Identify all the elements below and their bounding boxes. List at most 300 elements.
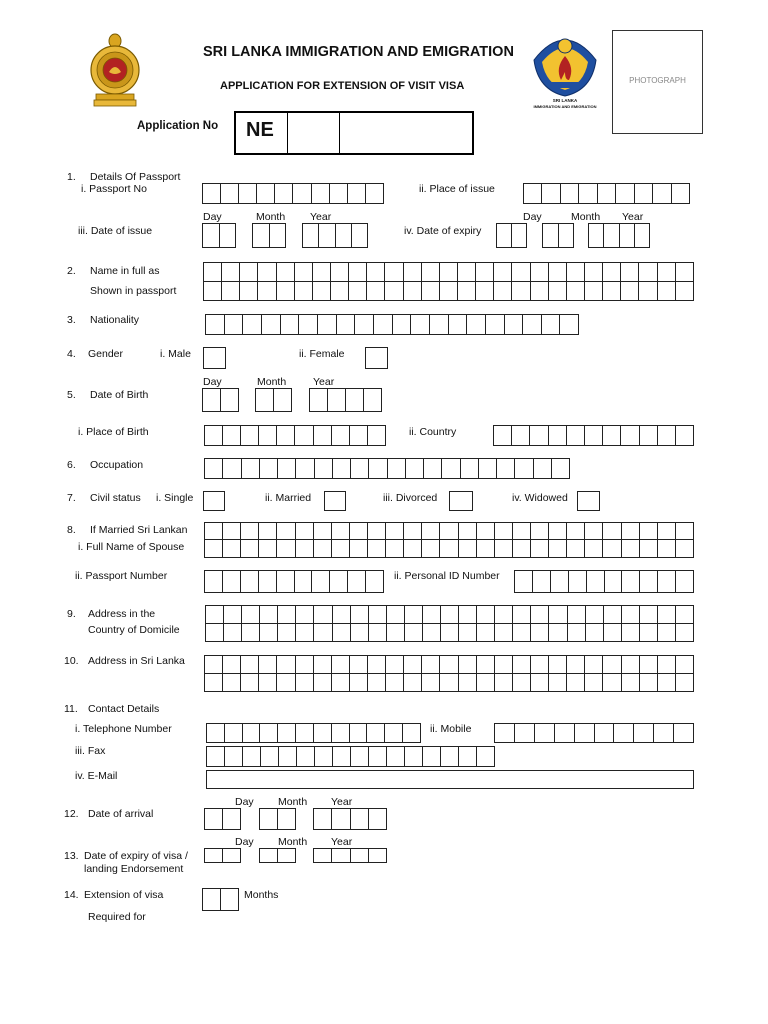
issue-month-field[interactable] bbox=[252, 223, 286, 248]
char-cell[interactable] bbox=[585, 263, 603, 281]
arrival-year-field[interactable] bbox=[313, 808, 387, 830]
char-cell[interactable] bbox=[299, 315, 318, 334]
char-cell[interactable] bbox=[422, 674, 440, 692]
char-cell[interactable] bbox=[585, 656, 603, 673]
char-cell[interactable] bbox=[575, 724, 595, 742]
application-no-cell-2[interactable] bbox=[288, 113, 340, 153]
char-cell[interactable] bbox=[204, 282, 222, 301]
char-cell[interactable] bbox=[260, 849, 278, 862]
char-cell[interactable] bbox=[314, 624, 332, 642]
char-cell[interactable] bbox=[622, 674, 640, 692]
char-cell[interactable] bbox=[674, 724, 693, 742]
char-cell[interactable] bbox=[622, 606, 640, 623]
char-cell[interactable] bbox=[349, 263, 367, 281]
char-cell[interactable] bbox=[350, 724, 368, 742]
char-cell[interactable] bbox=[224, 606, 242, 623]
char-cell[interactable] bbox=[467, 315, 486, 334]
telephone-field[interactable] bbox=[206, 723, 421, 743]
char-cell[interactable] bbox=[296, 724, 314, 742]
visa-expiry-year-field[interactable] bbox=[313, 848, 387, 863]
char-cell[interactable] bbox=[367, 263, 385, 281]
char-cell[interactable] bbox=[387, 606, 405, 623]
char-cell[interactable] bbox=[440, 282, 458, 301]
char-cell[interactable] bbox=[223, 674, 241, 692]
char-cell[interactable] bbox=[441, 606, 459, 623]
char-cell[interactable] bbox=[350, 674, 368, 692]
char-cell[interactable] bbox=[223, 849, 240, 862]
char-cell[interactable] bbox=[616, 184, 634, 203]
char-cell[interactable] bbox=[676, 426, 693, 445]
char-cell[interactable] bbox=[422, 263, 440, 281]
char-cell[interactable] bbox=[203, 224, 220, 247]
char-cell[interactable] bbox=[295, 571, 313, 592]
dob-year-field[interactable] bbox=[309, 388, 382, 412]
char-cell[interactable] bbox=[368, 523, 386, 539]
char-cell[interactable] bbox=[277, 540, 295, 557]
char-cell[interactable] bbox=[605, 571, 623, 592]
full-name-field[interactable] bbox=[203, 262, 694, 301]
char-cell[interactable] bbox=[350, 426, 368, 445]
char-cell[interactable] bbox=[459, 656, 477, 673]
char-cell[interactable] bbox=[459, 747, 477, 766]
single-checkbox[interactable] bbox=[203, 491, 225, 511]
char-cell[interactable] bbox=[585, 426, 603, 445]
char-cell[interactable] bbox=[223, 656, 241, 673]
char-cell[interactable] bbox=[337, 315, 356, 334]
char-cell[interactable] bbox=[314, 656, 332, 673]
char-cell[interactable] bbox=[369, 809, 386, 829]
char-cell[interactable] bbox=[513, 624, 531, 642]
char-cell[interactable] bbox=[205, 674, 223, 692]
char-cell[interactable] bbox=[257, 184, 275, 203]
char-cell[interactable] bbox=[386, 656, 404, 673]
female-checkbox[interactable] bbox=[365, 347, 388, 369]
char-cell[interactable] bbox=[555, 724, 575, 742]
char-cell[interactable] bbox=[333, 747, 351, 766]
char-cell[interactable] bbox=[495, 674, 513, 692]
email-field[interactable] bbox=[206, 770, 694, 789]
mobile-field[interactable] bbox=[494, 723, 694, 743]
char-cell[interactable] bbox=[350, 523, 368, 539]
char-cell[interactable] bbox=[515, 571, 533, 592]
char-cell[interactable] bbox=[404, 540, 422, 557]
char-cell[interactable] bbox=[351, 849, 369, 862]
char-cell[interactable] bbox=[567, 263, 585, 281]
char-cell[interactable] bbox=[512, 426, 530, 445]
char-cell[interactable] bbox=[531, 540, 549, 557]
char-cell[interactable] bbox=[314, 674, 332, 692]
char-cell[interactable] bbox=[241, 656, 259, 673]
char-cell[interactable] bbox=[207, 747, 225, 766]
char-cell[interactable] bbox=[622, 624, 640, 642]
birth-country-field[interactable] bbox=[493, 425, 694, 446]
char-cell[interactable] bbox=[411, 315, 430, 334]
char-cell[interactable] bbox=[531, 263, 549, 281]
char-cell[interactable] bbox=[349, 282, 367, 301]
char-cell[interactable] bbox=[351, 809, 369, 829]
spouse-passport-field[interactable] bbox=[204, 570, 384, 593]
char-cell[interactable] bbox=[676, 674, 693, 692]
char-cell[interactable] bbox=[495, 523, 513, 539]
char-cell[interactable] bbox=[531, 606, 549, 623]
char-cell[interactable] bbox=[278, 624, 296, 642]
char-cell[interactable] bbox=[314, 849, 332, 862]
application-no-cell-3[interactable] bbox=[340, 113, 472, 153]
char-cell[interactable] bbox=[486, 315, 505, 334]
char-cell[interactable] bbox=[352, 224, 367, 247]
char-cell[interactable] bbox=[658, 606, 676, 623]
char-cell[interactable] bbox=[440, 523, 458, 539]
char-cell[interactable] bbox=[495, 540, 513, 557]
char-cell[interactable] bbox=[423, 606, 441, 623]
char-cell[interactable] bbox=[242, 606, 260, 623]
married-checkbox[interactable] bbox=[324, 491, 346, 511]
char-cell[interactable] bbox=[477, 606, 495, 623]
sri-lanka-address-field[interactable] bbox=[204, 655, 694, 692]
char-cell[interactable] bbox=[549, 540, 567, 557]
char-cell[interactable] bbox=[598, 184, 616, 203]
char-cell[interactable] bbox=[277, 282, 295, 301]
char-cell[interactable] bbox=[658, 656, 676, 673]
char-cell[interactable] bbox=[569, 571, 587, 592]
char-cell[interactable] bbox=[385, 724, 403, 742]
char-cell[interactable] bbox=[278, 724, 296, 742]
char-cell[interactable] bbox=[603, 282, 621, 301]
char-cell[interactable] bbox=[225, 315, 244, 334]
char-cell[interactable] bbox=[505, 315, 524, 334]
char-cell[interactable] bbox=[221, 889, 238, 910]
char-cell[interactable] bbox=[332, 809, 350, 829]
domicile-address-field[interactable] bbox=[205, 605, 694, 642]
char-cell[interactable] bbox=[676, 656, 693, 673]
widowed-checkbox[interactable] bbox=[577, 491, 600, 511]
char-cell[interactable] bbox=[620, 224, 635, 247]
char-cell[interactable] bbox=[549, 656, 567, 673]
char-cell[interactable] bbox=[314, 809, 332, 829]
char-cell[interactable] bbox=[604, 624, 622, 642]
char-cell[interactable] bbox=[621, 282, 639, 301]
nationality-field[interactable] bbox=[205, 314, 579, 335]
char-cell[interactable] bbox=[221, 184, 239, 203]
char-cell[interactable] bbox=[203, 389, 221, 411]
char-cell[interactable] bbox=[640, 540, 658, 557]
char-cell[interactable] bbox=[277, 571, 295, 592]
char-cell[interactable] bbox=[278, 606, 296, 623]
char-cell[interactable] bbox=[295, 263, 313, 281]
char-cell[interactable] bbox=[512, 263, 530, 281]
char-cell[interactable] bbox=[281, 315, 300, 334]
char-cell[interactable] bbox=[513, 540, 531, 557]
char-cell[interactable] bbox=[258, 282, 276, 301]
char-cell[interactable] bbox=[551, 571, 569, 592]
char-cell[interactable] bbox=[477, 656, 495, 673]
expiry-year-field[interactable] bbox=[588, 223, 650, 248]
personal-id-field[interactable] bbox=[514, 570, 694, 593]
male-checkbox[interactable] bbox=[203, 347, 226, 369]
char-cell[interactable] bbox=[278, 809, 295, 829]
char-cell[interactable] bbox=[579, 184, 597, 203]
char-cell[interactable] bbox=[531, 674, 549, 692]
passport-no-field[interactable] bbox=[202, 183, 384, 204]
fax-field[interactable] bbox=[206, 746, 495, 767]
char-cell[interactable] bbox=[423, 624, 441, 642]
char-cell[interactable] bbox=[331, 263, 349, 281]
char-cell[interactable] bbox=[622, 656, 640, 673]
char-cell[interactable] bbox=[458, 263, 476, 281]
char-cell[interactable] bbox=[603, 523, 621, 539]
char-cell[interactable] bbox=[350, 540, 368, 557]
char-cell[interactable] bbox=[477, 540, 495, 557]
char-cell[interactable] bbox=[568, 606, 586, 623]
char-cell[interactable] bbox=[604, 606, 622, 623]
char-cell[interactable] bbox=[203, 889, 221, 910]
char-cell[interactable] bbox=[494, 282, 512, 301]
char-cell[interactable] bbox=[422, 282, 440, 301]
char-cell[interactable] bbox=[639, 263, 657, 281]
char-cell[interactable] bbox=[585, 282, 603, 301]
spouse-name-field[interactable] bbox=[204, 522, 694, 558]
char-cell[interactable] bbox=[567, 674, 585, 692]
char-cell[interactable] bbox=[622, 540, 640, 557]
char-cell[interactable] bbox=[639, 282, 657, 301]
char-cell[interactable] bbox=[328, 389, 346, 411]
char-cell[interactable] bbox=[535, 724, 555, 742]
char-cell[interactable] bbox=[332, 674, 350, 692]
char-cell[interactable] bbox=[205, 571, 223, 592]
char-cell[interactable] bbox=[603, 263, 621, 281]
char-cell[interactable] bbox=[332, 724, 350, 742]
char-cell[interactable] bbox=[368, 656, 386, 673]
char-cell[interactable] bbox=[459, 624, 477, 642]
char-cell[interactable] bbox=[332, 523, 350, 539]
char-cell[interactable] bbox=[442, 459, 460, 478]
char-cell[interactable] bbox=[404, 674, 422, 692]
dob-day-field[interactable] bbox=[202, 388, 239, 412]
char-cell[interactable] bbox=[531, 656, 549, 673]
char-cell[interactable] bbox=[567, 426, 585, 445]
char-cell[interactable] bbox=[534, 459, 552, 478]
char-cell[interactable] bbox=[531, 624, 549, 642]
char-cell[interactable] bbox=[440, 674, 458, 692]
char-cell[interactable] bbox=[206, 315, 225, 334]
char-cell[interactable] bbox=[223, 523, 241, 539]
char-cell[interactable] bbox=[223, 540, 241, 557]
char-cell[interactable] bbox=[549, 624, 567, 642]
char-cell[interactable] bbox=[205, 459, 223, 478]
extension-months-field[interactable] bbox=[202, 888, 239, 911]
char-cell[interactable] bbox=[296, 523, 314, 539]
char-cell[interactable] bbox=[524, 184, 542, 203]
char-cell[interactable] bbox=[222, 282, 240, 301]
char-cell[interactable] bbox=[634, 724, 654, 742]
char-cell[interactable] bbox=[589, 224, 604, 247]
char-cell[interactable] bbox=[330, 571, 348, 592]
char-cell[interactable] bbox=[640, 624, 658, 642]
visa-expiry-day-field[interactable] bbox=[204, 848, 241, 863]
char-cell[interactable] bbox=[513, 656, 531, 673]
char-cell[interactable] bbox=[440, 656, 458, 673]
char-cell[interactable] bbox=[523, 315, 542, 334]
char-cell[interactable] bbox=[477, 747, 494, 766]
char-cell[interactable] bbox=[549, 674, 567, 692]
char-cell[interactable] bbox=[387, 624, 405, 642]
char-cell[interactable] bbox=[422, 656, 440, 673]
char-cell[interactable] bbox=[567, 540, 585, 557]
char-cell[interactable] bbox=[295, 426, 313, 445]
char-cell[interactable] bbox=[205, 809, 223, 829]
char-cell[interactable] bbox=[404, 282, 422, 301]
char-cell[interactable] bbox=[585, 674, 603, 692]
char-cell[interactable] bbox=[658, 540, 676, 557]
char-cell[interactable] bbox=[640, 674, 658, 692]
char-cell[interactable] bbox=[458, 282, 476, 301]
char-cell[interactable] bbox=[404, 656, 422, 673]
char-cell[interactable] bbox=[205, 849, 223, 862]
char-cell[interactable] bbox=[314, 523, 332, 539]
char-cell[interactable] bbox=[369, 747, 387, 766]
char-cell[interactable] bbox=[253, 224, 270, 247]
char-cell[interactable] bbox=[270, 224, 286, 247]
char-cell[interactable] bbox=[259, 674, 277, 692]
char-cell[interactable] bbox=[621, 426, 639, 445]
char-cell[interactable] bbox=[404, 523, 422, 539]
char-cell[interactable] bbox=[603, 656, 621, 673]
char-cell[interactable] bbox=[296, 656, 314, 673]
char-cell[interactable] bbox=[422, 523, 440, 539]
char-cell[interactable] bbox=[658, 263, 676, 281]
char-cell[interactable] bbox=[369, 849, 386, 862]
char-cell[interactable] bbox=[603, 674, 621, 692]
char-cell[interactable] bbox=[635, 184, 653, 203]
char-cell[interactable] bbox=[459, 540, 477, 557]
char-cell[interactable] bbox=[658, 523, 676, 539]
char-cell[interactable] bbox=[346, 389, 364, 411]
char-cell[interactable] bbox=[315, 747, 333, 766]
char-cell[interactable] bbox=[495, 656, 513, 673]
char-cell[interactable] bbox=[205, 656, 223, 673]
char-cell[interactable] bbox=[374, 315, 393, 334]
issue-year-field[interactable] bbox=[302, 223, 368, 248]
char-cell[interactable] bbox=[367, 282, 385, 301]
char-cell[interactable] bbox=[640, 656, 658, 673]
char-cell[interactable] bbox=[495, 624, 513, 642]
char-cell[interactable] bbox=[355, 315, 374, 334]
char-cell[interactable] bbox=[319, 224, 335, 247]
char-cell[interactable] bbox=[223, 809, 240, 829]
char-cell[interactable] bbox=[220, 224, 236, 247]
char-cell[interactable] bbox=[515, 724, 535, 742]
char-cell[interactable] bbox=[297, 747, 315, 766]
char-cell[interactable] bbox=[513, 523, 531, 539]
char-cell[interactable] bbox=[568, 624, 586, 642]
char-cell[interactable] bbox=[260, 809, 278, 829]
char-cell[interactable] bbox=[224, 624, 242, 642]
char-cell[interactable] bbox=[241, 426, 259, 445]
char-cell[interactable] bbox=[477, 624, 495, 642]
char-cell[interactable] bbox=[440, 540, 458, 557]
char-cell[interactable] bbox=[296, 624, 314, 642]
char-cell[interactable] bbox=[542, 315, 561, 334]
char-cell[interactable] bbox=[314, 540, 332, 557]
dob-month-field[interactable] bbox=[255, 388, 292, 412]
char-cell[interactable] bbox=[549, 523, 567, 539]
char-cell[interactable] bbox=[312, 184, 330, 203]
char-cell[interactable] bbox=[658, 624, 676, 642]
char-cell[interactable] bbox=[369, 624, 387, 642]
char-cell[interactable] bbox=[312, 571, 330, 592]
char-cell[interactable] bbox=[405, 624, 423, 642]
char-cell[interactable] bbox=[348, 571, 366, 592]
char-cell[interactable] bbox=[533, 571, 551, 592]
char-cell[interactable] bbox=[262, 315, 281, 334]
char-cell[interactable] bbox=[315, 459, 333, 478]
char-cell[interactable] bbox=[366, 571, 383, 592]
visa-expiry-month-field[interactable] bbox=[259, 848, 296, 863]
char-cell[interactable] bbox=[260, 724, 278, 742]
char-cell[interactable] bbox=[459, 523, 477, 539]
char-cell[interactable] bbox=[314, 606, 332, 623]
char-cell[interactable] bbox=[333, 459, 351, 478]
char-cell[interactable] bbox=[366, 184, 383, 203]
char-cell[interactable] bbox=[403, 724, 420, 742]
issue-day-field[interactable] bbox=[202, 223, 236, 248]
char-cell[interactable] bbox=[513, 606, 531, 623]
char-cell[interactable] bbox=[205, 426, 223, 445]
char-cell[interactable] bbox=[239, 184, 257, 203]
char-cell[interactable] bbox=[640, 523, 658, 539]
char-cell[interactable] bbox=[549, 426, 567, 445]
char-cell[interactable] bbox=[279, 747, 297, 766]
char-cell[interactable] bbox=[640, 606, 658, 623]
char-cell[interactable] bbox=[336, 224, 352, 247]
char-cell[interactable] bbox=[259, 656, 277, 673]
char-cell[interactable] bbox=[476, 263, 494, 281]
char-cell[interactable] bbox=[441, 747, 459, 766]
char-cell[interactable] bbox=[240, 263, 258, 281]
char-cell[interactable] bbox=[658, 282, 676, 301]
char-cell[interactable] bbox=[259, 571, 277, 592]
char-cell[interactable] bbox=[585, 523, 603, 539]
char-cell[interactable] bbox=[595, 724, 615, 742]
char-cell[interactable] bbox=[549, 606, 567, 623]
char-cell[interactable] bbox=[241, 540, 259, 557]
char-cell[interactable] bbox=[622, 523, 640, 539]
char-cell[interactable] bbox=[430, 315, 449, 334]
char-cell[interactable] bbox=[205, 523, 223, 539]
char-cell[interactable] bbox=[393, 315, 412, 334]
char-cell[interactable] bbox=[676, 624, 693, 642]
char-cell[interactable] bbox=[278, 459, 296, 478]
char-cell[interactable] bbox=[440, 263, 458, 281]
char-cell[interactable] bbox=[332, 426, 350, 445]
char-cell[interactable] bbox=[223, 459, 241, 478]
char-cell[interactable] bbox=[293, 184, 311, 203]
expiry-month-field[interactable] bbox=[542, 223, 574, 248]
char-cell[interactable] bbox=[531, 523, 549, 539]
char-cell[interactable] bbox=[368, 540, 386, 557]
char-cell[interactable] bbox=[422, 540, 440, 557]
char-cell[interactable] bbox=[405, 747, 423, 766]
char-cell[interactable] bbox=[542, 184, 560, 203]
char-cell[interactable] bbox=[640, 426, 658, 445]
char-cell[interactable] bbox=[274, 389, 291, 411]
char-cell[interactable] bbox=[350, 656, 368, 673]
char-cell[interactable] bbox=[331, 282, 349, 301]
char-cell[interactable] bbox=[240, 282, 258, 301]
char-cell[interactable] bbox=[512, 224, 526, 247]
char-cell[interactable] bbox=[386, 540, 404, 557]
char-cell[interactable] bbox=[676, 523, 693, 539]
